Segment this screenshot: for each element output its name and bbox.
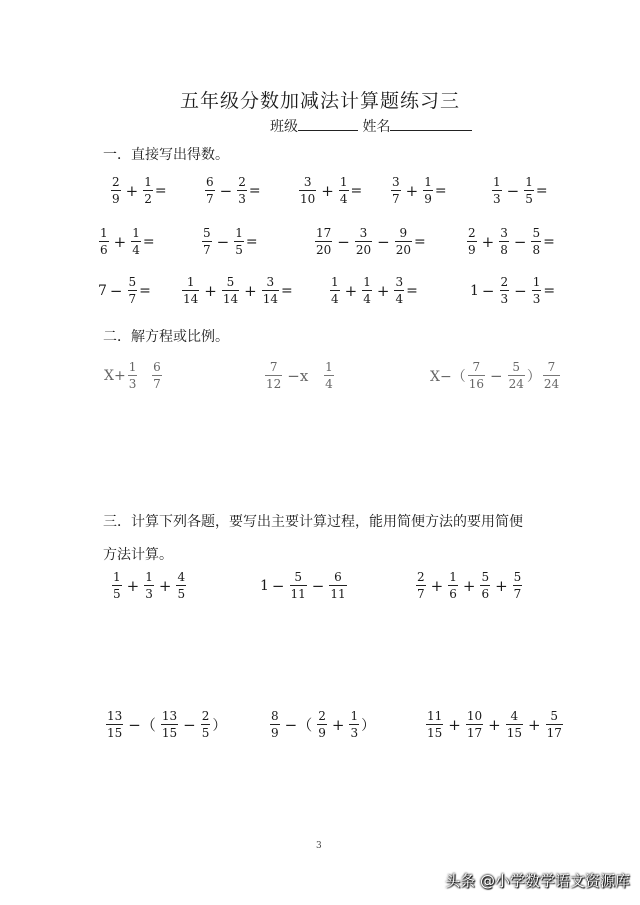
direct-3-3: $\frac{1}{4}$ + $\frac{1}{4}$ + $\frac{3}{4}$ = (331, 275, 418, 306)
fraction: $\frac{13}{15}$ (107, 709, 123, 740)
direct-1-5: $\frac{1}{3}$ − $\frac{1}{5}$ = (493, 175, 548, 206)
calc-1-2: 1 − $\frac{5}{11}$ − $\frac{6}{11}$ (260, 570, 346, 601)
calc-1-3: $\frac{2}{7}$ + $\frac{1}{6}$ + $\frac{5}{6}$ + $\frac{5}{7}$ (417, 570, 522, 601)
direct-1-1: $\frac{2}{9}$ + $\frac{1}{2}$ = (112, 175, 167, 206)
fraction: $\frac{5}{6}$ (481, 570, 490, 601)
fraction: $\frac{2}{9}$ (318, 709, 326, 740)
page-number: 3 (316, 841, 322, 851)
fraction: $\frac{1}{4}$ (339, 175, 348, 206)
fraction: $\frac{5}{7}$ (128, 275, 137, 306)
equation-1: X+ $\frac{1}{3}$ $\frac{6}{7}$ (104, 360, 161, 391)
fraction: $\frac{1}{4}$ (325, 360, 333, 391)
direct-3-1: 7 − $\frac{5}{7}$ = (98, 275, 151, 306)
class-label: 班级 (270, 119, 298, 135)
fraction: $\frac{1}{3}$ (145, 570, 153, 601)
fraction: $\frac{13}{15}$ (161, 709, 178, 740)
fraction: $\frac{1}{5}$ (113, 570, 121, 601)
direct-2-3: $\frac{17}{20}$ − $\frac{3}{20}$ − $\frac{9}{20}$ = (316, 226, 426, 257)
fraction: $\frac{5}{7}$ (203, 226, 211, 257)
fraction: $\frac{5}{8}$ (532, 226, 541, 257)
fraction: $\frac{7}{16}$ (468, 360, 484, 391)
fraction: $\frac{1}{4}$ (331, 275, 339, 306)
section-3-heading-line2: 方法计算。 (103, 547, 173, 563)
class-blank[interactable] (298, 117, 358, 131)
fraction: $\frac{7}{12}$ (266, 360, 282, 391)
fraction: $\frac{9}{20}$ (395, 226, 411, 257)
direct-2-2: $\frac{5}{7}$ − $\frac{1}{5}$ = (203, 226, 258, 257)
section-2-heading: 二．解方程或比例。 (103, 329, 229, 345)
fraction: $\frac{7}{24}$ (543, 360, 560, 391)
fraction: $\frac{1}{14}$ (183, 275, 199, 306)
fraction: $\frac{17}{20}$ (316, 226, 332, 257)
fraction: $\frac{10}{17}$ (466, 709, 483, 740)
fraction: $\frac{5}{11}$ (290, 570, 306, 601)
fraction: $\frac{1}{4}$ (363, 275, 371, 306)
fraction: $\frac{5}{7}$ (513, 570, 522, 601)
watermark: 头条 @小学数学语文资源库 (445, 872, 630, 890)
fraction: $\frac{6}{7}$ (206, 175, 214, 206)
fraction: $\frac{3}{4}$ (395, 275, 404, 306)
calc-2-1: $\frac{13}{15}$ −（ $\frac{13}{15}$ − $\frac{2}{5}$ ） (107, 709, 227, 740)
direct-2-4: $\frac{2}{9}$ + $\frac{3}{8}$ − $\frac{5}{8}$ = (468, 226, 555, 257)
fraction: $\frac{3}{20}$ (355, 226, 372, 257)
name-blank[interactable] (390, 117, 472, 131)
fraction: $\frac{1}{6}$ (449, 570, 457, 601)
fraction: $\frac{1}{3}$ (493, 175, 501, 206)
fraction: $\frac{2}{3}$ (238, 175, 246, 206)
fraction: $\frac{1}{3}$ (128, 360, 137, 391)
fraction: $\frac{1}{6}$ (100, 226, 108, 257)
fraction: $\frac{1}{2}$ (144, 175, 152, 206)
section-1-heading: 一．直接写出得数。 (103, 147, 229, 163)
direct-1-4: $\frac{3}{7}$ + $\frac{1}{9}$ = (392, 175, 447, 206)
direct-3-2: $\frac{1}{14}$ + $\frac{5}{14}$ + $\frac{3}{14}$ = (183, 275, 293, 306)
class-name-line (270, 116, 472, 136)
page-title: 五年级分数加减法计算题练习三 (179, 90, 460, 112)
fraction: $\frac{4}{15}$ (506, 709, 522, 740)
fraction: $\frac{2}{5}$ (201, 709, 210, 740)
fraction: $\frac{8}{9}$ (271, 709, 279, 740)
direct-2-1: $\frac{1}{6}$ + $\frac{1}{4}$ = (100, 226, 155, 257)
fraction: $\frac{3}{8}$ (500, 226, 508, 257)
fraction: $\frac{11}{15}$ (427, 709, 443, 740)
fraction: $\frac{5}{24}$ (508, 360, 524, 391)
direct-1-3: $\frac{3}{10}$ + $\frac{1}{4}$ = (300, 175, 363, 206)
name-label: 姓名 (362, 119, 391, 135)
fraction: $\frac{3}{14}$ (262, 275, 278, 306)
fraction: $\frac{2}{9}$ (468, 226, 476, 257)
section-3-heading-line1: 三．计算下列各题，要写出主要计算过程，能用简便方法的要用简便 (103, 514, 523, 530)
calc-2-2: $\frac{8}{9}$ −（ $\frac{2}{9}$ + $\frac{1}{3}$ ） (271, 709, 376, 740)
calc-2-3: $\frac{11}{15}$ + $\frac{10}{17}$ + $\frac{4}{15}$ + $\frac{5}{17}$ (427, 709, 562, 740)
fraction: $\frac{2}{3}$ (500, 275, 509, 306)
calc-1-1: $\frac{1}{5}$ + $\frac{1}{3}$ + $\frac{4}{5}$ (113, 570, 186, 601)
fraction: $\frac{2}{9}$ (112, 175, 120, 206)
fraction: $\frac{1}{3}$ (532, 275, 541, 306)
equation-3: X−（ $\frac{7}{16}$ − $\frac{5}{24}$ ） $\frac{7}{24}$ (430, 360, 560, 391)
fraction: $\frac{3}{10}$ (300, 175, 316, 206)
equation-2: $\frac{7}{12}$ −x $\frac{1}{4}$ (266, 360, 333, 391)
fraction: $\frac{5}{17}$ (546, 709, 562, 740)
fraction: $\frac{1}{5}$ (525, 175, 533, 206)
fraction: $\frac{6}{7}$ (153, 360, 161, 391)
fraction: $\frac{6}{11}$ (330, 570, 346, 601)
fraction: $\frac{4}{5}$ (177, 570, 186, 601)
fraction: $\frac{1}{4}$ (132, 226, 140, 257)
fraction: $\frac{1}{9}$ (424, 175, 432, 206)
fraction: $\frac{2}{7}$ (417, 570, 425, 601)
direct-1-2: $\frac{6}{7}$ − $\frac{2}{3}$ = (206, 175, 261, 206)
fraction: $\frac{3}{7}$ (392, 175, 400, 206)
direct-3-4: 1 − $\frac{2}{3}$ − $\frac{1}{3}$ = (470, 275, 556, 306)
fraction: $\frac{1}{3}$ (350, 709, 359, 740)
fraction: $\frac{5}{14}$ (222, 275, 239, 306)
fraction: $\frac{1}{5}$ (235, 226, 243, 257)
